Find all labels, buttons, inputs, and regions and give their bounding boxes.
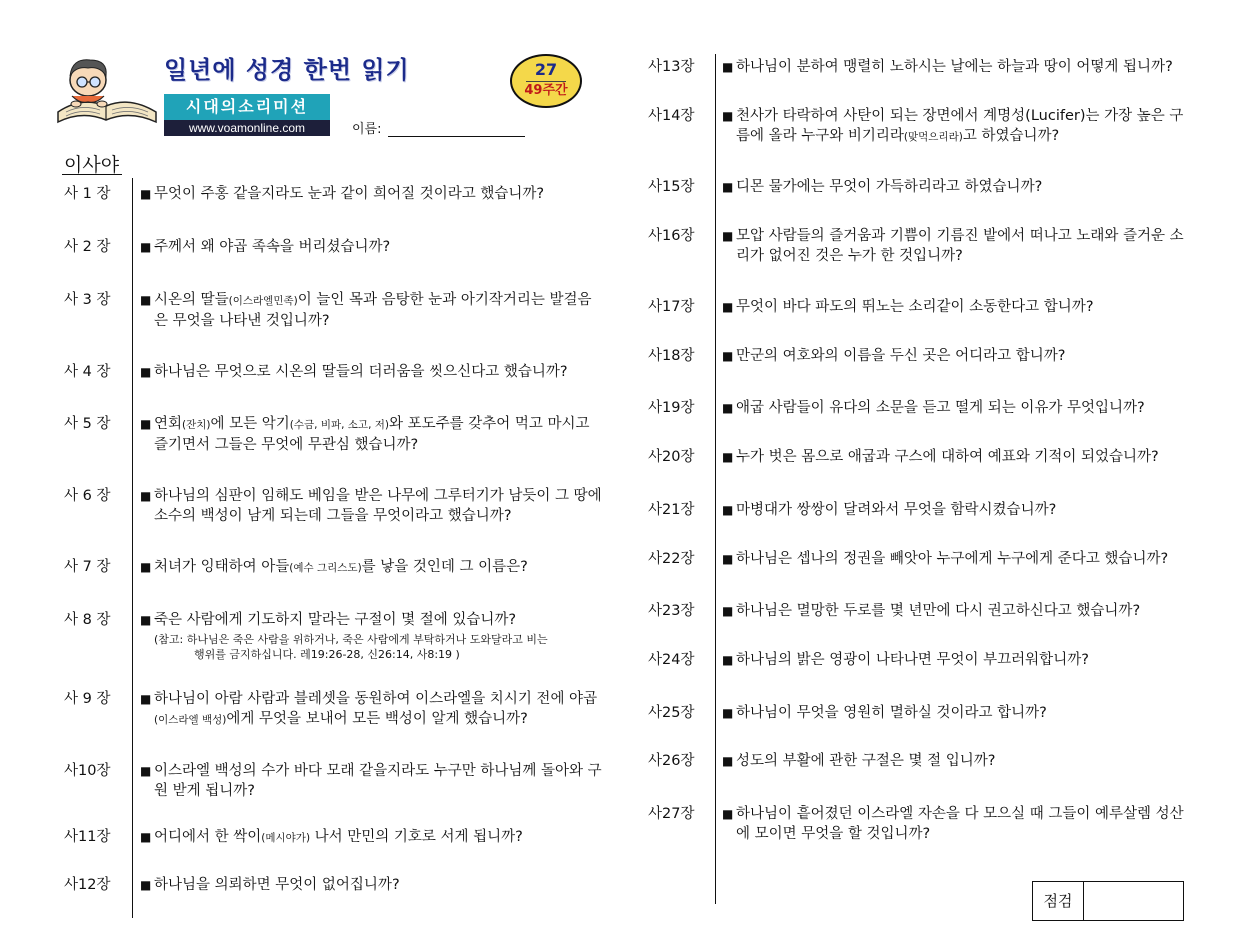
reference-note: (참고: 하나님은 죽은 사람을 위하거나, 죽은 사람에게 부탁하거나 도와달라고 비는 행위를 금지하십니다. 레19:26-28, 신26:14, 사8:19 ): [154, 633, 548, 661]
question-text: 하나님이 분하여 맹렬히 노하시는 날에는 하늘과 땅이 어떻게 됩니까?: [736, 59, 1173, 75]
bullet-icon: ■: [140, 417, 152, 431]
chapter-label: 사 4 장: [64, 364, 111, 380]
chapter-label: 사 8 장: [64, 612, 111, 628]
bullet-icon: ■: [722, 653, 734, 667]
question-text: 연회(잔치)에 모든 악기(수금, 비파, 소고, 저)와 포도주를 갖추어 먹고 마시고 즐기면서 그들은 무엇에 무관심 했습니까?: [154, 416, 590, 453]
chapter-label: 사24장: [648, 652, 695, 668]
bullet-icon: ■: [722, 503, 734, 517]
chapter-label: 사 9 장: [64, 691, 111, 707]
check-label: 점검: [1033, 882, 1084, 920]
question-text: 마병대가 쌍쌍이 달려와서 무엇을 함락시켰습니까?: [736, 502, 1057, 518]
right-column-divider: [715, 54, 716, 904]
bullet-icon: ■: [722, 807, 734, 821]
bullet-icon: ■: [140, 613, 152, 627]
question-text: 하나님은 무엇으로 시온의 딸들의 더러움을 씻으신다고 했습니까?: [154, 364, 568, 380]
question-text: 하나님의 심판이 임해도 베임을 받은 나무에 그루터기가 남듯이 그 땅에 소수의 백성이 남게 되는데 그들을 무엇이라고 했습니까?: [154, 488, 602, 524]
question-text: 누가 벗은 몸으로 애굽과 구스에 대하여 예표와 기적이 되었습니까?: [736, 449, 1159, 465]
bullet-icon: ■: [140, 830, 152, 844]
badge-week: 49주간: [524, 83, 568, 98]
question-text: 디몬 물가에는 무엇이 가득하리라고 하였습니까?: [736, 179, 1043, 195]
bullet-icon: ■: [722, 401, 734, 415]
chapter-label: 사 5 장: [64, 416, 111, 432]
bullet-icon: ■: [140, 692, 152, 706]
question-text: 애굽 사람들이 유다의 소문을 듣고 떨게 되는 이유가 무엇입니까?: [736, 400, 1145, 416]
book-underline: [62, 174, 122, 175]
bullet-icon: ■: [140, 293, 152, 307]
chapter-label: 사 2 장: [64, 239, 111, 255]
left-column-divider: [132, 178, 133, 918]
question-text: 하나님을 의뢰하면 무엇이 없어집니까?: [154, 877, 400, 893]
bullet-icon: ■: [722, 300, 734, 314]
chapter-label: 사15장: [648, 179, 695, 195]
chapter-label: 사13장: [648, 59, 695, 75]
question-text: 모압 사람들의 즐거움과 기쁨이 기름진 밭에서 떠나고 노래와 즐거운 소리가 없어진 것은 누가 한 것입니까?: [736, 228, 1184, 264]
bullet-icon: ■: [722, 754, 734, 768]
chapter-label: 사25장: [648, 705, 695, 721]
name-blank-line: [388, 136, 525, 137]
chapter-label: 사27장: [648, 806, 695, 822]
question-text: 천사가 타락하여 사탄이 되는 장면에서 계명성(Lucifer)는 가장 높은 구름에 올라 누구와 비기리라(맞먹으리라)고 하였습니까?: [736, 108, 1184, 144]
question-text: 성도의 부활에 관한 구절은 몇 절 입니까?: [736, 753, 996, 769]
bullet-icon: ■: [140, 187, 152, 201]
question-text: 이스라엘 백성의 수가 바다 모래 같을지라도 누구만 하나님께 돌아와 구원 받게 됩니까?: [154, 763, 602, 799]
bullet-icon: ■: [722, 109, 734, 123]
bullet-icon: ■: [722, 706, 734, 720]
brand-name: 시대의소리미션: [164, 94, 330, 120]
reading-boy-illustration: [52, 52, 160, 124]
bullet-icon: ■: [722, 60, 734, 74]
chapter-label: 사 7 장: [64, 559, 111, 575]
brand-logo: [164, 94, 330, 136]
chapter-label: 사18장: [648, 348, 695, 364]
chapter-label: 사10장: [64, 763, 111, 779]
chapter-label: 사 3 장: [64, 292, 111, 308]
question-text: 시온의 딸들(이스라엘민족)이 늘인 목과 음탕한 눈과 아기작거리는 발걸음은 무엇을 나타낸 것입니까?: [154, 292, 592, 329]
question-text: 주께서 왜 야곱 족속을 버리셨습니까?: [154, 239, 391, 255]
question-text: 죽은 사람에게 기도하지 말라는 구절이 몇 절에 있습니까? (참고: 하나님은 죽은 사람을 위하거나, 죽은 사람에게 부탁하거나 도와달라고 비는 행위를 금지하십니다. 레19:26-28, 신26:14, 사8:19 ): [154, 610, 604, 662]
chapter-label: 사20장: [648, 449, 695, 465]
chapter-label: 사19장: [648, 400, 695, 416]
chapter-label: 사17장: [648, 299, 695, 315]
question-text: 하나님이 아람 사람과 블레셋을 동원하여 이스라엘을 치시기 전에 야곱(이스라엘 백성)에게 무엇을 보내어 모든 백성이 알게 했습니까?: [154, 691, 598, 727]
bullet-icon: ■: [140, 878, 152, 892]
question-text: 하나님은 셉나의 정권을 빼앗아 누구에게 누구에게 준다고 했습니까?: [736, 551, 1169, 567]
chapter-label: 사23장: [648, 603, 695, 619]
bullet-icon: ■: [140, 489, 152, 503]
question-text: 하나님의 밝은 영광이 나타나면 무엇이 부끄러워합니까?: [736, 652, 1089, 668]
bullet-icon: ■: [140, 365, 152, 379]
bullet-icon: ■: [722, 604, 734, 618]
name-label: 이름:: [352, 122, 382, 137]
chapter-label: 사12장: [64, 877, 111, 893]
bullet-icon: ■: [722, 229, 734, 243]
bullet-icon: ■: [722, 180, 734, 194]
bullet-icon: ■: [722, 349, 734, 363]
chapter-label: 사14장: [648, 108, 695, 124]
chapter-label: 사 6 장: [64, 488, 111, 504]
brand-url: www.voamonline.com: [164, 120, 330, 136]
book-name: 이사야: [64, 154, 120, 176]
question-text: 하나님이 흩어졌던 이스라엘 자손을 다 모으실 때 그들이 예루살렘 성산에 모이면 무엇을 할 것입니까?: [736, 806, 1184, 842]
chapter-label: 사21장: [648, 502, 695, 518]
question-text: 하나님은 멸망한 두로를 몇 년만에 다시 권고하신다고 했습니까?: [736, 603, 1141, 619]
week-badge: [510, 54, 582, 108]
question-text: 어디에서 한 싹이(메시야가) 나서 만민의 기호로 서게 됩니까?: [154, 829, 523, 845]
bullet-icon: ■: [722, 552, 734, 566]
question-text: 처녀가 잉태하여 아들(예수 그리스도)를 낳을 것인데 그 이름은?: [154, 559, 528, 575]
badge-number: 27: [526, 59, 566, 82]
question-text: 무엇이 주홍 같을지라도 눈과 같이 희어질 것이라고 했습니까?: [154, 186, 545, 202]
chapter-label: 사22장: [648, 551, 695, 567]
question-text: 무엇이 바다 파도의 뛰노는 소리같이 소동한다고 합니까?: [736, 299, 1094, 315]
chapter-label: 사26장: [648, 753, 695, 769]
bullet-icon: ■: [140, 560, 152, 574]
chapter-label: 사11장: [64, 829, 111, 845]
bullet-icon: ■: [140, 240, 152, 254]
chapter-label: 사16장: [648, 228, 695, 244]
question-text: 만군의 여호와의 이름을 두신 곳은 어디라고 합니까?: [736, 348, 1066, 364]
page-title: 일년에 성경 한번 읽기: [164, 56, 410, 84]
bullet-icon: ■: [722, 450, 734, 464]
question-text: 하나님이 무엇을 영원히 멸하실 것이라고 합니까?: [736, 705, 1047, 721]
bullet-icon: ■: [140, 764, 152, 778]
chapter-label: 사 1 장: [64, 186, 111, 202]
check-box: [1032, 881, 1184, 921]
